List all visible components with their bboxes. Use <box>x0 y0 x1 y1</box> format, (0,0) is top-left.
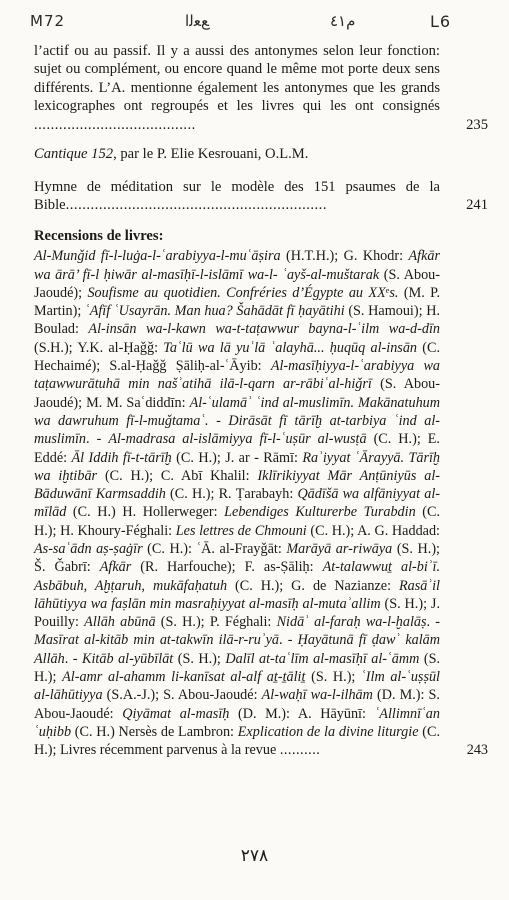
review-credit: (S. H.); <box>305 669 362 686</box>
review-book-title: Al-insān wa-l-kawn wa-t-taṭawwur bayna-l-ʿilm wa-d-dīn <box>88 321 440 338</box>
cantique-title: Cantique 152 <box>34 146 114 163</box>
review-credit: (C. H.); G. de Nazianze: <box>227 577 400 594</box>
review-credit: (C. H.); H. Khoury-Féghali: <box>34 504 441 539</box>
review-credit: (S. H.); <box>173 650 226 667</box>
cantique-title-line <box>34 145 440 163</box>
review-book-title: Soufisme au quotidien. Confréries d’Égypte au XX <box>87 284 386 301</box>
dot-leader: .......... <box>279 742 321 759</box>
review-credit: (C. H.); E. Eddé: <box>34 431 440 466</box>
review-credit: (C. H.); R. Ṭarabayh: <box>165 486 298 503</box>
review-book-title: s. <box>389 284 399 301</box>
review-credit: (D. M.): S. Abou-Jaoudé: <box>34 687 440 722</box>
review-credit: (S.H.); Y.K. al-Ḥaǧǧ: <box>34 339 164 356</box>
page-number: 243 <box>466 742 488 759</box>
review-book-title: Taʿlū wa lā yuʿlā ʿalayhā... ḥuqūq al-insān <box>163 339 418 356</box>
table-of-contents <box>34 42 488 760</box>
reviews-heading: Recensions de livres: <box>34 227 164 244</box>
review-book-title: Allāh abūnā <box>84 614 156 631</box>
review-credit: (C. H.); A. G. Haddad: <box>306 522 440 539</box>
review-book-title: As-saʿādn aṣ-ṣaġīr <box>34 541 143 557</box>
review-book-title: Masīrat al-kitāb min at-takwīn ilā-r-ruʾyā <box>34 632 279 649</box>
review-book-title: Afkār <box>99 559 132 576</box>
page-number: 241 <box>466 197 488 214</box>
review-credit: - <box>208 412 229 429</box>
review-credit: (R. Harfouche); F. as-Ṣāliḥ: <box>131 559 323 576</box>
dot-leader: ....................................... <box>34 116 196 133</box>
handwritten-note-2: ﻊﻌﻟﺍ <box>185 12 209 30</box>
review-book-title: At-talawwuṯ al-biʾī. Asbābuh, Aḫṭaruh, mukāfaḥatuh <box>34 559 441 594</box>
review-credit: (C. H.); Livres récemment parvenus à la revue <box>34 723 441 759</box>
cantique-byline: , par le P. Elie Kesrouani, O.L.M. <box>113 146 309 163</box>
review-credit: (C. H.); C. Abī Khalil: <box>97 467 258 484</box>
review-book-title: Explication de la divine liturgie <box>237 723 419 740</box>
review-book-title: Qiyāmat al-masīḥ <box>122 705 230 722</box>
handwritten-note-4: L6 <box>430 12 452 31</box>
toc-entry-reviews <box>34 247 488 759</box>
page-number: 235 <box>466 116 488 133</box>
review-book-title: Dirāsāt fī tārīḫ at-tarbiya ʿind al-muslimīn <box>34 412 440 448</box>
review-book-title: Al-amr al-ahamm li-kanīsat al-alf aṯ-ṯāliṯ <box>62 669 306 686</box>
review-credit: . - <box>279 632 298 649</box>
review-credit: (C. H.) Nersès de Lambron: <box>71 723 238 740</box>
review-book-title: Raʾiyyat ʿĀrayyā. Tārīḫ wa iḫtibār <box>34 449 441 484</box>
review-credit: . - <box>426 614 441 631</box>
review-credit: (C. H.) H. Hollerweger: <box>66 504 225 521</box>
review-credit: ᵉ <box>385 284 390 301</box>
review-book-title: ʿAllimnīʿan ʿuḥibb <box>34 705 440 740</box>
review-book-title: Ḥayātunā fī ḍawʾ kalām Allāh <box>34 632 440 667</box>
review-book-title: Nidāʾ al-faraḥ wa-l-ḫalāṣ <box>276 614 427 631</box>
entry-text: Hymne de méditation sur le modèle des 151 psaumes de la Bible <box>34 179 440 214</box>
review-credit: (S. Hamoui); H. Boulad: <box>34 303 440 338</box>
review-credit: (S. H.); P. Féghali: <box>155 614 277 631</box>
review-book-title: Kitāb al-yūbīlāt <box>82 650 174 667</box>
review-book-title: Lebendiges Kulturerbe Turabdin <box>224 504 416 521</box>
review-credit: (M. P. Martin); <box>34 284 440 320</box>
review-credit: (S. H.); <box>34 650 441 686</box>
review-book-title: Al-madrasa al-islāmiyya fī-l-ʿuṣūr al-wusṭā <box>108 431 367 448</box>
review-credit: . - <box>64 650 83 667</box>
review-credit: (C. H.); J. ar - Rāmī: <box>171 449 303 466</box>
review-book-title: Al-waḥī wa-l-ilhām <box>261 687 373 704</box>
review-book-title: ʿAfīf ʿUsayrān. Man hua? Šahādāt fī ḥayātihi <box>84 303 345 320</box>
review-credit: (C. H.): ʿĀ. al-Frayǧāt: <box>142 541 287 557</box>
handwritten-note-3: ﻡ٤١ <box>330 12 356 30</box>
review-book-title: ʿIlm al-ʿuṣṣūl al-lāhūtiyya <box>34 669 440 704</box>
review-credit: (H.T.H.); G. Khodr: <box>280 248 409 265</box>
toc-entry-cantique <box>34 178 488 215</box>
review-credit: (S. Abou- Jaoudé); M. M. Saʿdiddīn: <box>34 376 440 411</box>
review-credit: (S. H.); J. Pouilly: <box>34 595 440 631</box>
review-book-title: Marāyā ar-riwāya <box>286 541 393 557</box>
review-credit: (S. Abou-Jaoudé); <box>34 266 440 301</box>
review-credit: (S. H.); Š. Ǧabrī: <box>34 541 440 576</box>
dot-leader: ............................................................... <box>65 197 327 214</box>
review-book-title: Qādīšā wa alfāniyyat al-mīlād <box>34 486 440 521</box>
review-credit: (C. Hechaimé); S.al-Ḥaǧǧ Ṣāliḥ-al-ʿĀyib: <box>34 339 441 375</box>
toc-entry-antonymes <box>34 42 488 134</box>
review-credit: (S.A.-J.); S. Abou-Jaoudé: <box>102 687 262 704</box>
review-book-title: Iklīrikiyyat Mār Anṭūniyūs al-Bāduwānī Karmsaddih <box>34 467 440 503</box>
review-book-title: Āl Iddih fī-t-tārīḫ <box>71 449 172 466</box>
review-book-title: Al-ʿulamāʾ ʿind al-muslimīn. Makānatuhum wa dawruhum fī-l-muǧtamaʿ. <box>34 394 440 429</box>
entry-text: l’actif ou au passif. Il y a aussi des antonymes selon leur fonction: sujet ou complément, ou encore quand le même mot porte deux sens différents. L’A. mentionne également les antonymes que les grands lexicographes ont regroupés et les livres qui les ont consignés <box>34 43 440 115</box>
page-folio: ۲۷۸ <box>240 846 269 865</box>
review-book-title: Rasāʾil lāhūtiyya wa faṣlān min masraḥiyyat al-masīḥ al-mutaʾallim <box>34 577 440 612</box>
review-book-title: Afkār wa ārā’ fī-l ḥiwār al-masīḥī-l-islāmī wa-l- ʿayš-al-muštarak <box>34 248 441 283</box>
review-credit: . - <box>86 431 109 448</box>
review-book-title: Dalīl at-taʿlīm al-masīḥī al-ʿāmm <box>225 650 420 667</box>
review-book-title: Les lettres de Chmouni <box>175 522 307 539</box>
review-book-title: Al-masīḥiyya-l-ʿarabiyya wa taṭawwurātuhā min našʾatihā ilā-l-qarn ar-rābiʿal-hiǧrī <box>34 358 440 393</box>
reviews-text <box>34 248 440 758</box>
handwritten-note-1: M72 <box>30 12 66 30</box>
review-book-title: Al-Munǧid fī-l-luġa-l-ʿarabiyya-l-muʿāṣira <box>34 248 281 265</box>
review-credit: (D. M.): A. Hāyūnī: <box>229 705 375 722</box>
